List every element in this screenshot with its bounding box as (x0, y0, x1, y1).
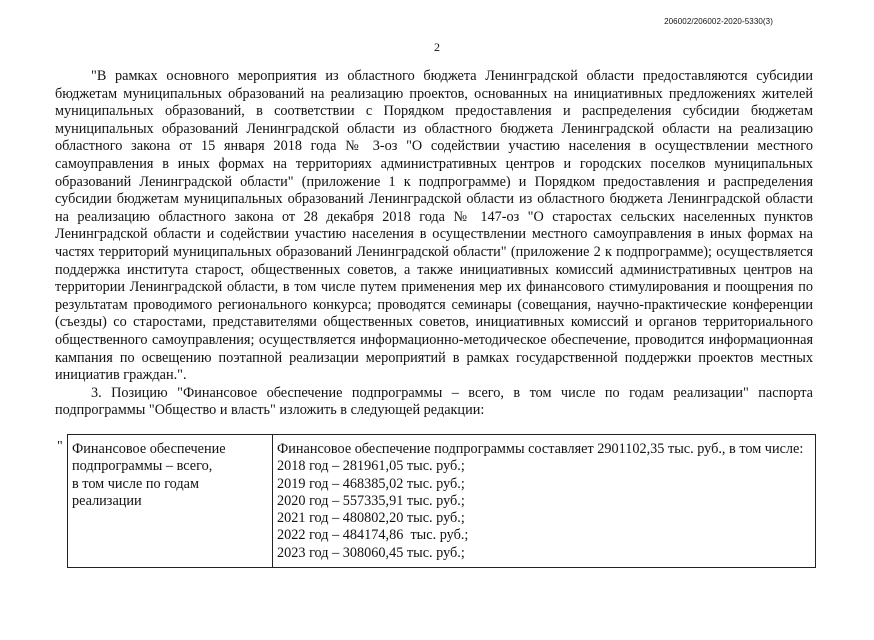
year-amount-2020: 2020 год – 557335,91 тыс. руб.; (277, 492, 465, 509)
year-amount-2019: 2019 год – 468385,02 тыс. руб.; (277, 475, 465, 492)
document-id: 206002/206002-2020-5330(3) (664, 17, 773, 26)
year-amount-2022: 2022 год – 484174,86 тыс. руб.; (277, 527, 469, 544)
financing-label-cell (68, 435, 273, 568)
label-line: в том числе по годам (72, 475, 199, 492)
financing-total: Финансовое обеспечение подпрограммы составляет 2901102,35 тыс. руб., в том числе: (277, 441, 804, 457)
year-amount-2023: 2023 год – 308060,45 тыс. руб.; (277, 544, 465, 561)
page-number: 2 (434, 40, 440, 54)
opening-quote: " (57, 439, 63, 454)
year-amount-2018: 2018 год – 281961,05 тыс. руб.; (277, 458, 465, 475)
paragraph-subsidies: "В рамках основного мероприятия из областного бюджета Ленинградской области предоставляются субсидии бюджетам муниципальных образований на реализацию проектов, основанных на инициативных предложениях жителей муниципальных образований, в соответствии с Порядком предоставления и распределения субсидии бюджетам муниципальных образований Ленинградской области из областного бюджета Ленинградской области на реализацию областного закона от 15 января 2018 года № 3-оз "О содействии участию населения в осуществлении местного самоуправления в иных формах на территориях административных центров и городских поселков муниципальных образований Ленинградской области" (приложение 1 к подпрограмме) и Порядком предоставления и распределения субсидии бюджетам муниципальных образований Ленинградской области из областного бюджета Ленинградской области на реализацию областного закона от 28 декабря 2018 года № 147-оз "О старостах сельских населенных пунктов Ленинградской области и содействии участию населения в осуществлении местного самоуправления в иных формах на частях территорий муниципальных образований Ленинградской области" (приложение 2 к подпрограмме); осуществляется поддержка института старост, общественных советов, а также инициативных комиссий административных центров на территории Ленинградской области, в том числе путем применения мер их финансового стимулирования и поощрения по результатам проводимого регионального конкурса; проводятся семинары (совещания, научно-практические конференции (съезды) со старостами, представителями общественных советов, инициативных комиссий и органов территориального общественного самоуправления; осуществляется информационно-методическое обеспечение, проводится информационная кампания по освещению поэтапной реализации мероприятий в рамках государственной поддержки проектов местных инициатив граждан.". (55, 68, 813, 384)
label-line: подпрограммы – всего, (72, 458, 213, 475)
financing-table (67, 434, 816, 568)
label-line: Финансовое обеспечение (72, 441, 226, 457)
label-line: реализации (72, 492, 142, 509)
paragraph-amendment: 3. Позицию "Финансовое обеспечение подпрограммы – всего, в том числе по годам реализации" паспорта подпрограммы "Общество и власть" изложить в следующей редакции: (55, 384, 813, 419)
document-body (55, 68, 813, 420)
financing-value-cell (273, 435, 816, 568)
year-amount-2021: 2021 год – 480802,20 тыс. руб.; (277, 510, 465, 527)
table-row (68, 435, 816, 568)
